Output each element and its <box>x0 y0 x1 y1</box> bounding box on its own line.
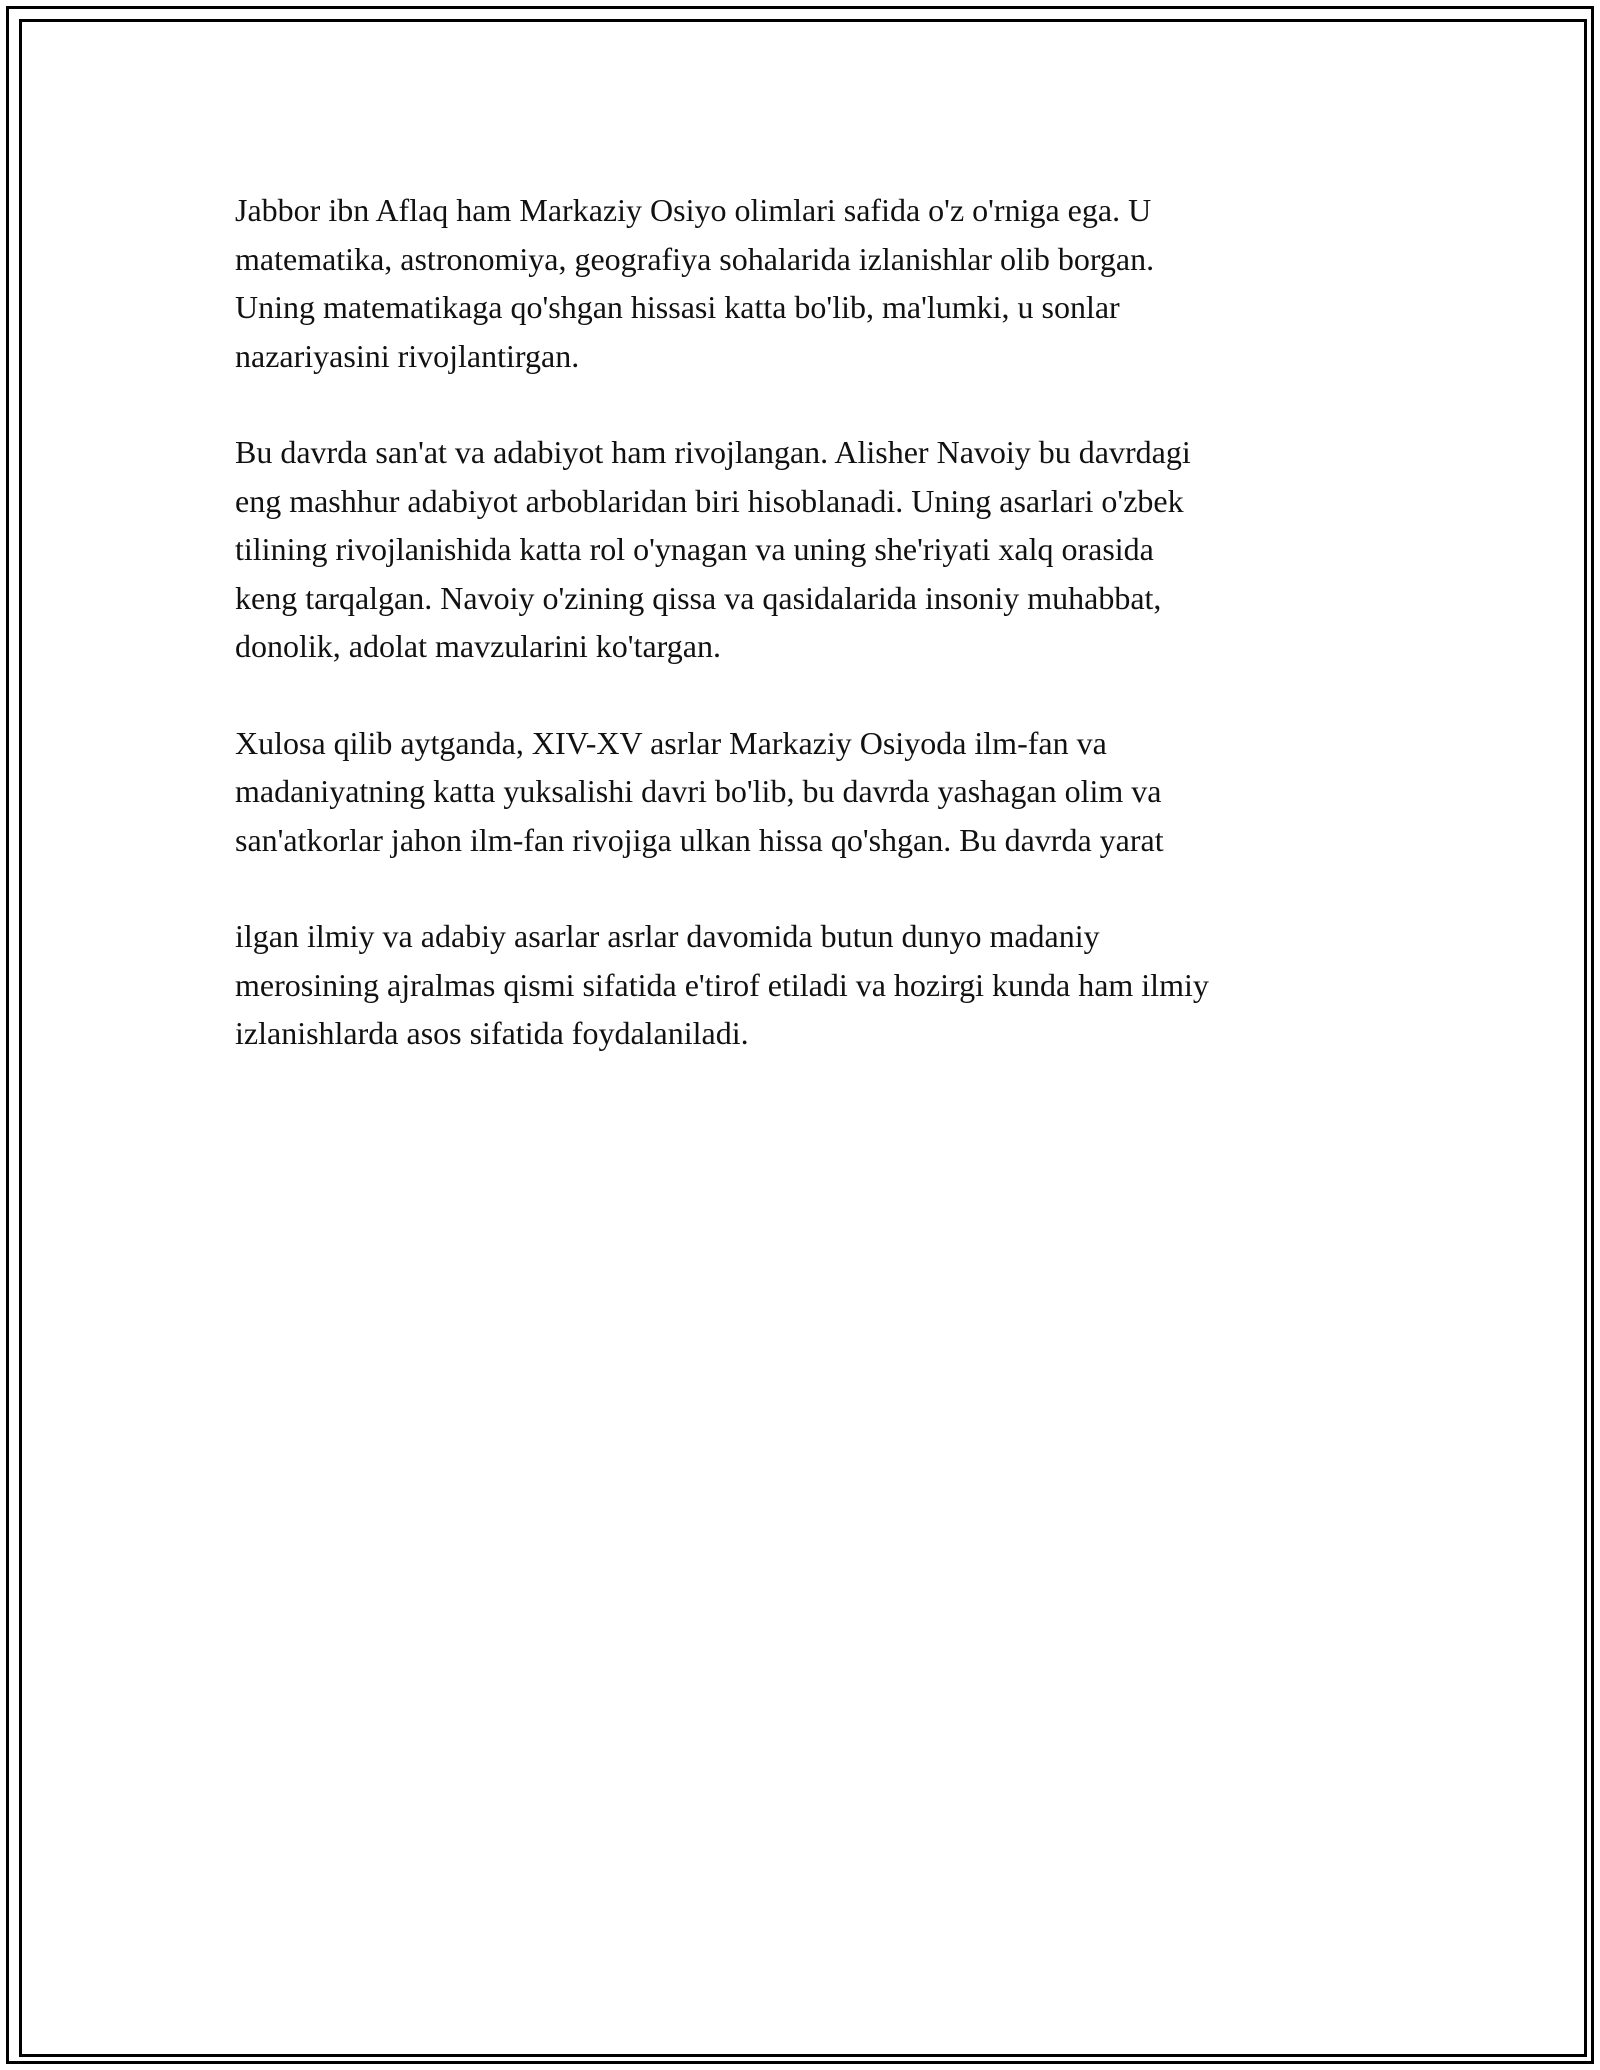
paragraph-jabbor-ibn-aflaq: Jabbor ibn Aflaq ham Markaziy Osiyo olimlari safida o'z o'rniga ega. U matematika, astronomiya, geografiya sohalarida izlanishlar olib borgan. Uning matematikaga qo'shgan hissasi katta bo'lib, ma'lumki, u sonlar nazariyasini rivojlantirgan. <box>235 192 1155 374</box>
document-body <box>235 186 1375 1106</box>
paragraph-conclusion-continued: ilgan ilmiy va adabiy asarlar asrlar davomida butun dunyo madaniy merosining ajralmas qismi sifatida e'tirof etiladi va hozirgi kunda ham ilmiy izlanishlarda asos sifatida foydalaniladi. <box>235 918 1209 1051</box>
paragraph-art-and-literature: Bu davrda san'at va adabiyot ham rivojlangan. Alisher Navoiy bu davrdagi eng mashhur adabiyot arboblaridan biri hisoblanadi. Uning asarlari o'zbek tilining rivojlanishida katta rol o'ynagan va uning she'riyati xalq orasida keng tarqalgan. Navoiy o'zining qissa va qasidalarida insoniy muhabbat, donolik, adolat mavzularini ko'targan. <box>235 434 1191 664</box>
paragraph-conclusion: Xulosa qilib aytganda, XIV-XV asrlar Markaziy Osiyoda ilm-fan va madaniyatning katta yuksalishi davri bo'lib, bu davrda yashagan olim va san'atkorlar jahon ilm-fan rivojiga ulkan hissa qo'shgan. Bu davrda yarat <box>235 724 1164 858</box>
